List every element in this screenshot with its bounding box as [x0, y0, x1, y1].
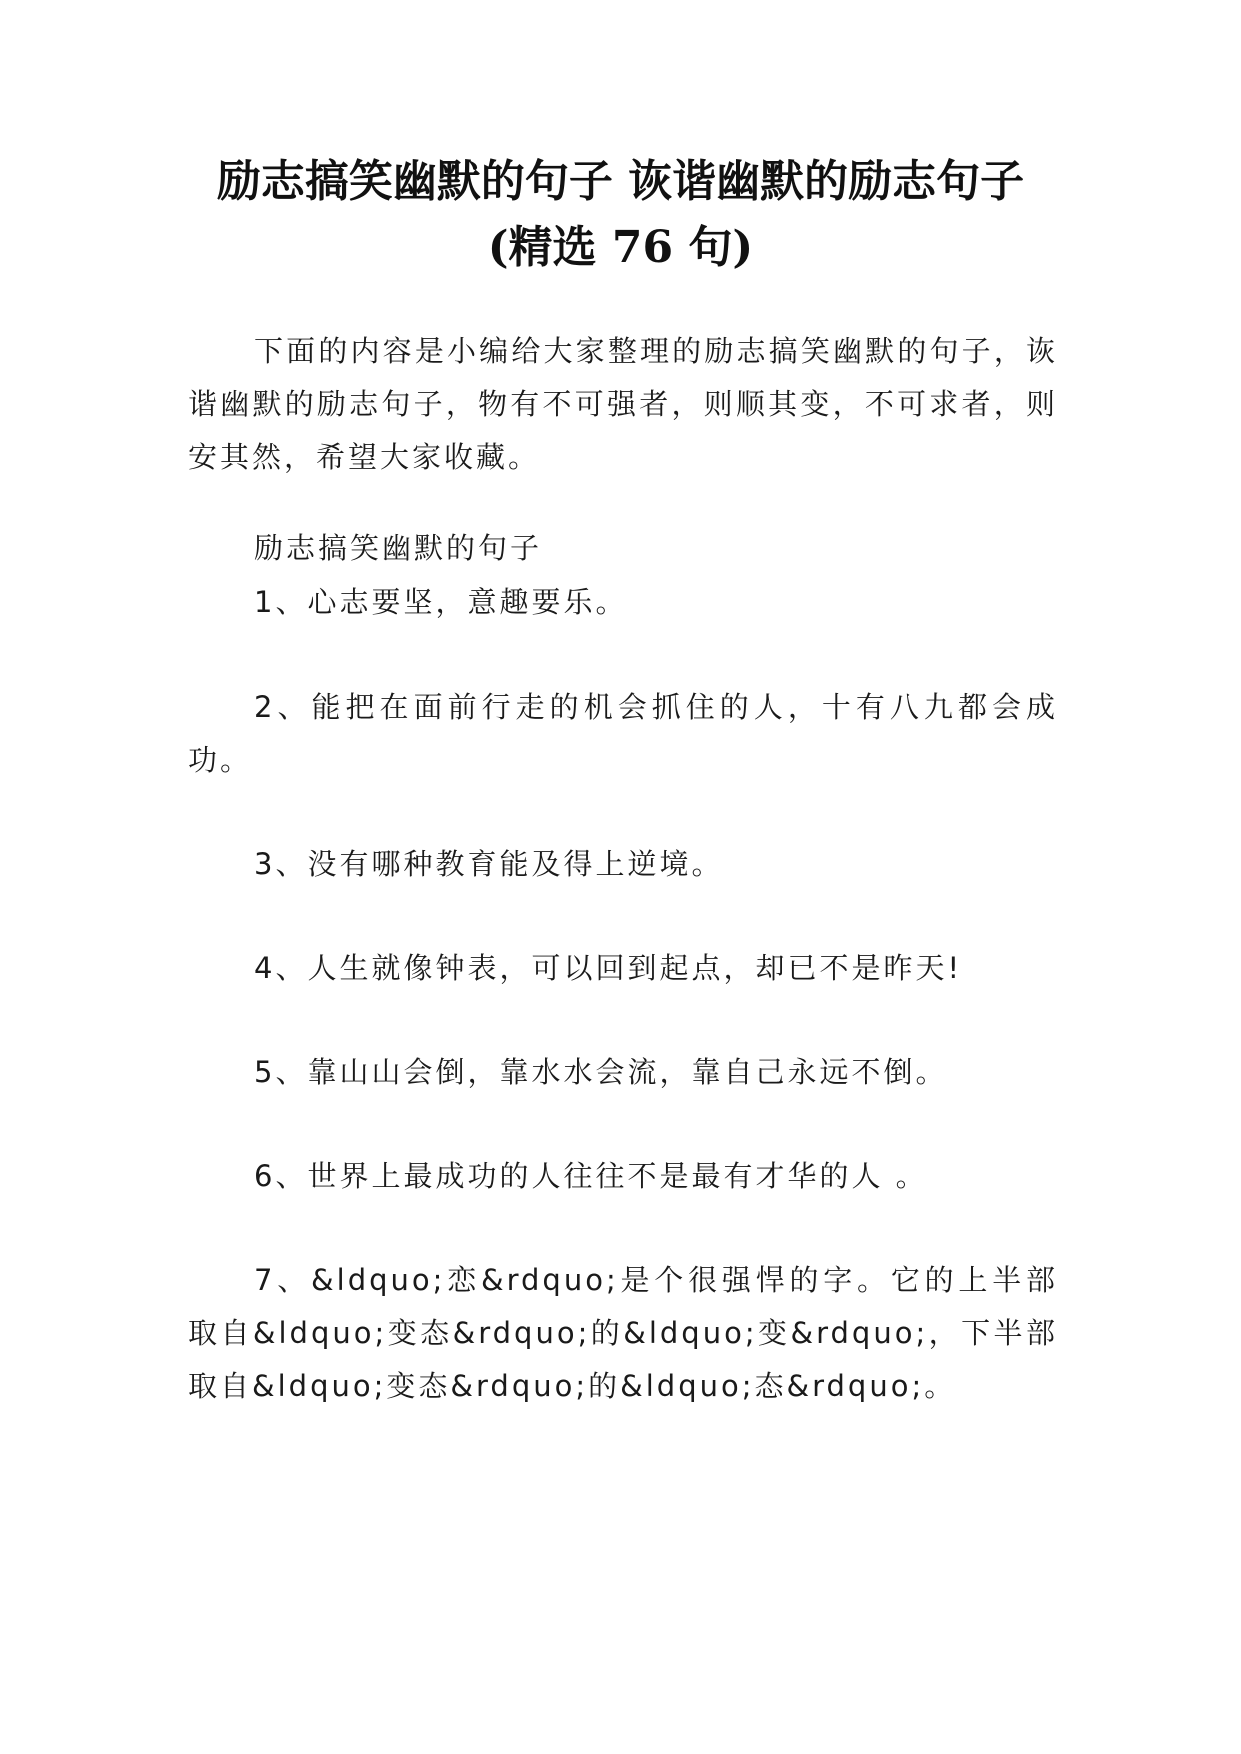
- intro-paragraph: 下面的内容是小编给大家整理的励志搞笑幽默的句子，诙谐幽默的励志句子，物有不可强者，则顺其变，不可求者，则安其然，希望大家收藏。: [188, 334, 1058, 474]
- list-item: 7、&ldquo;恋&rdquo;是个很强悍的字。它的上半部取自&ldquo;变态&rdquo;的&ldquo;变&rdquo;，下半部取自&ldquo;变态&rdquo;的&ldquo;态&rdquo;。: [188, 1263, 1058, 1403]
- list-item: 6、世界上最成功的人往往不是最有才华的人 。: [254, 1159, 928, 1193]
- document-title-line-1: 励志搞笑幽默的句子 诙谐幽默的励志句子: [216, 156, 1025, 207]
- section-heading: 励志搞笑幽默的句子: [254, 531, 543, 565]
- list-item: 3、没有哪种教育能及得上逆境。: [254, 847, 724, 881]
- list-item: 5、靠山山会倒，靠水水会流，靠自己永远不倒。: [254, 1055, 948, 1089]
- list-item: 1、心志要坚，意趣要乐。: [254, 585, 628, 619]
- list-item: 4、人生就像钟表，可以回到起点，却已不是昨天!: [254, 951, 963, 985]
- document-title-line-2: (精选 76 句): [487, 222, 754, 273]
- list-item: 2、能把在面前行走的机会抓住的人，十有八九都会成功。: [188, 690, 1058, 777]
